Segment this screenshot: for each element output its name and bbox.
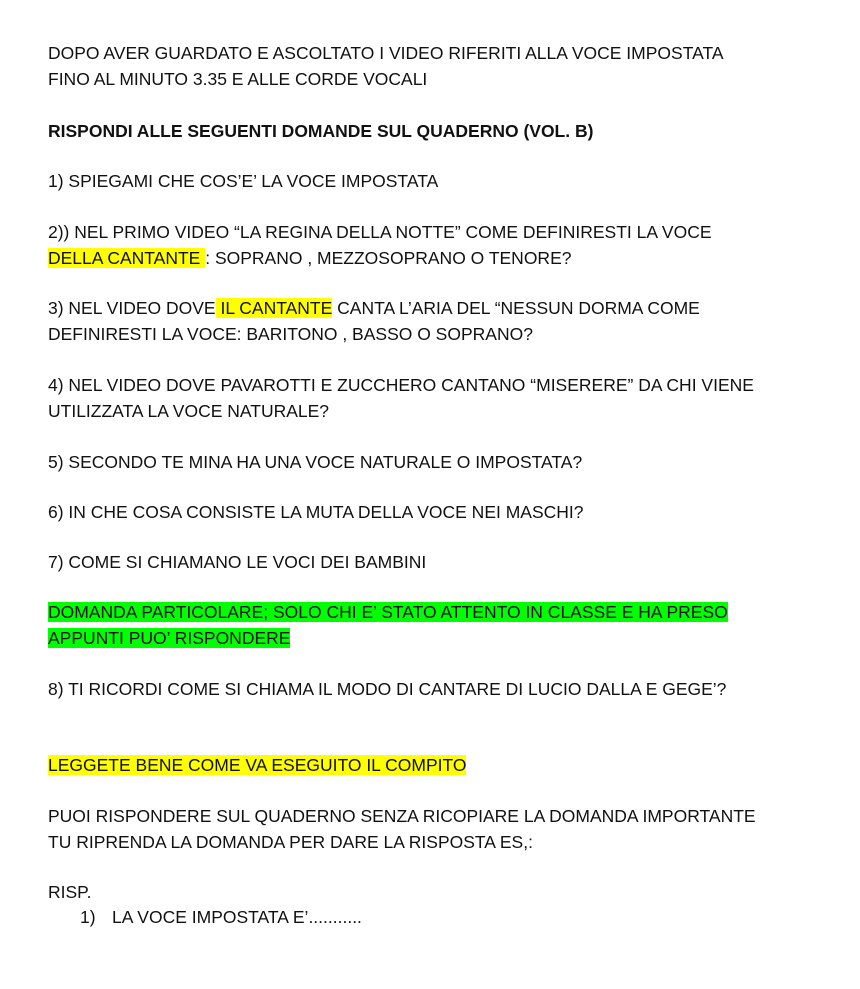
intro-paragraph	[48, 40, 838, 92]
question-1: 1) SPIEGAMI CHE COS’E’ LA VOCE IMPOSTATA	[48, 171, 439, 191]
question-7: 7) COME SI CHIAMANO LE VOCI DEI BAMBINI	[48, 552, 427, 572]
question-3-line-2: DEFINIRESTI LA VOCE: BARITONO , BASSO O SOPRANO?	[48, 324, 533, 344]
explanation-line-1: PUOI RISPONDERE SUL QUADERNO SENZA RICOPIARE LA DOMANDA IMPORTANTE	[48, 806, 756, 826]
special-note-line-1: DOMANDA PARTICOLARE; SOLO CHI E’ STATO ATTENTO IN CLASSE E HA PRESO	[48, 602, 728, 622]
intro-line-1: DOPO AVER GUARDATO E ASCOLTATO I VIDEO RIFERITI ALLA VOCE IMPOSTATA	[48, 43, 724, 63]
example-item-text: LA VOCE IMPOSTATA E’...........	[112, 907, 362, 927]
question-3	[48, 295, 838, 347]
question-2	[48, 219, 838, 271]
question-2-rest: : SOPRANO , MEZZOSOPRANO O TENORE?	[205, 248, 572, 268]
question-3-highlight: IL CANTANTE	[215, 298, 333, 318]
special-note-line-2: APPUNTI PUO’ RISPONDERE	[48, 628, 291, 648]
question-2-highlight: DELLA CANTANTE	[48, 248, 206, 268]
example-label: RISP.	[48, 882, 92, 902]
question-8: 8) TI RICORDI COME SI CHIAMA IL MODO DI CANTARE DI LUCIO DALLA E GEGE’?	[48, 679, 727, 699]
question-3-after: CANTA L’ARIA DEL “NESSUN DORMA COME	[332, 298, 700, 318]
example-list-item	[80, 904, 780, 930]
notice-paragraph	[48, 752, 838, 778]
question-2-line-1: 2)) NEL PRIMO VIDEO “LA REGINA DELLA NOTTE” COME DEFINIRESTI LA VOCE	[48, 222, 712, 242]
instruction-heading: RISPONDI ALLE SEGUENTI DOMANDE SUL QUADERNO (VOL. B)	[48, 121, 594, 141]
question-6: 6) IN CHE COSA CONSISTE LA MUTA DELLA VOCE NEI MASCHI?	[48, 502, 584, 522]
question-5: 5) SECONDO TE MINA HA UNA VOCE NATURALE O IMPOSTATA?	[48, 452, 583, 472]
question-4	[48, 372, 838, 424]
example-item-number: 1)	[80, 907, 96, 927]
explanation-paragraph	[48, 803, 838, 855]
intro-line-2: FINO AL MINUTO 3.35 E ALLE CORDE VOCALI	[48, 69, 428, 89]
explanation-line-2: TU RIPRENDA LA DOMANDA PER DARE LA RISPOSTA ES,:	[48, 832, 533, 852]
question-4-line-2: UTILIZZATA LA VOCE NATURALE?	[48, 401, 330, 421]
question-3-before: 3) NEL VIDEO DOVE	[48, 298, 216, 318]
special-question-note	[48, 599, 838, 651]
question-4-line-1: 4) NEL VIDEO DOVE PAVAROTTI E ZUCCHERO CANTANO “MISERERE” DA CHI VIENE	[48, 375, 754, 395]
notice-highlight: LEGGETE BENE COME VA ESEGUITO IL COMPITO	[48, 755, 467, 775]
